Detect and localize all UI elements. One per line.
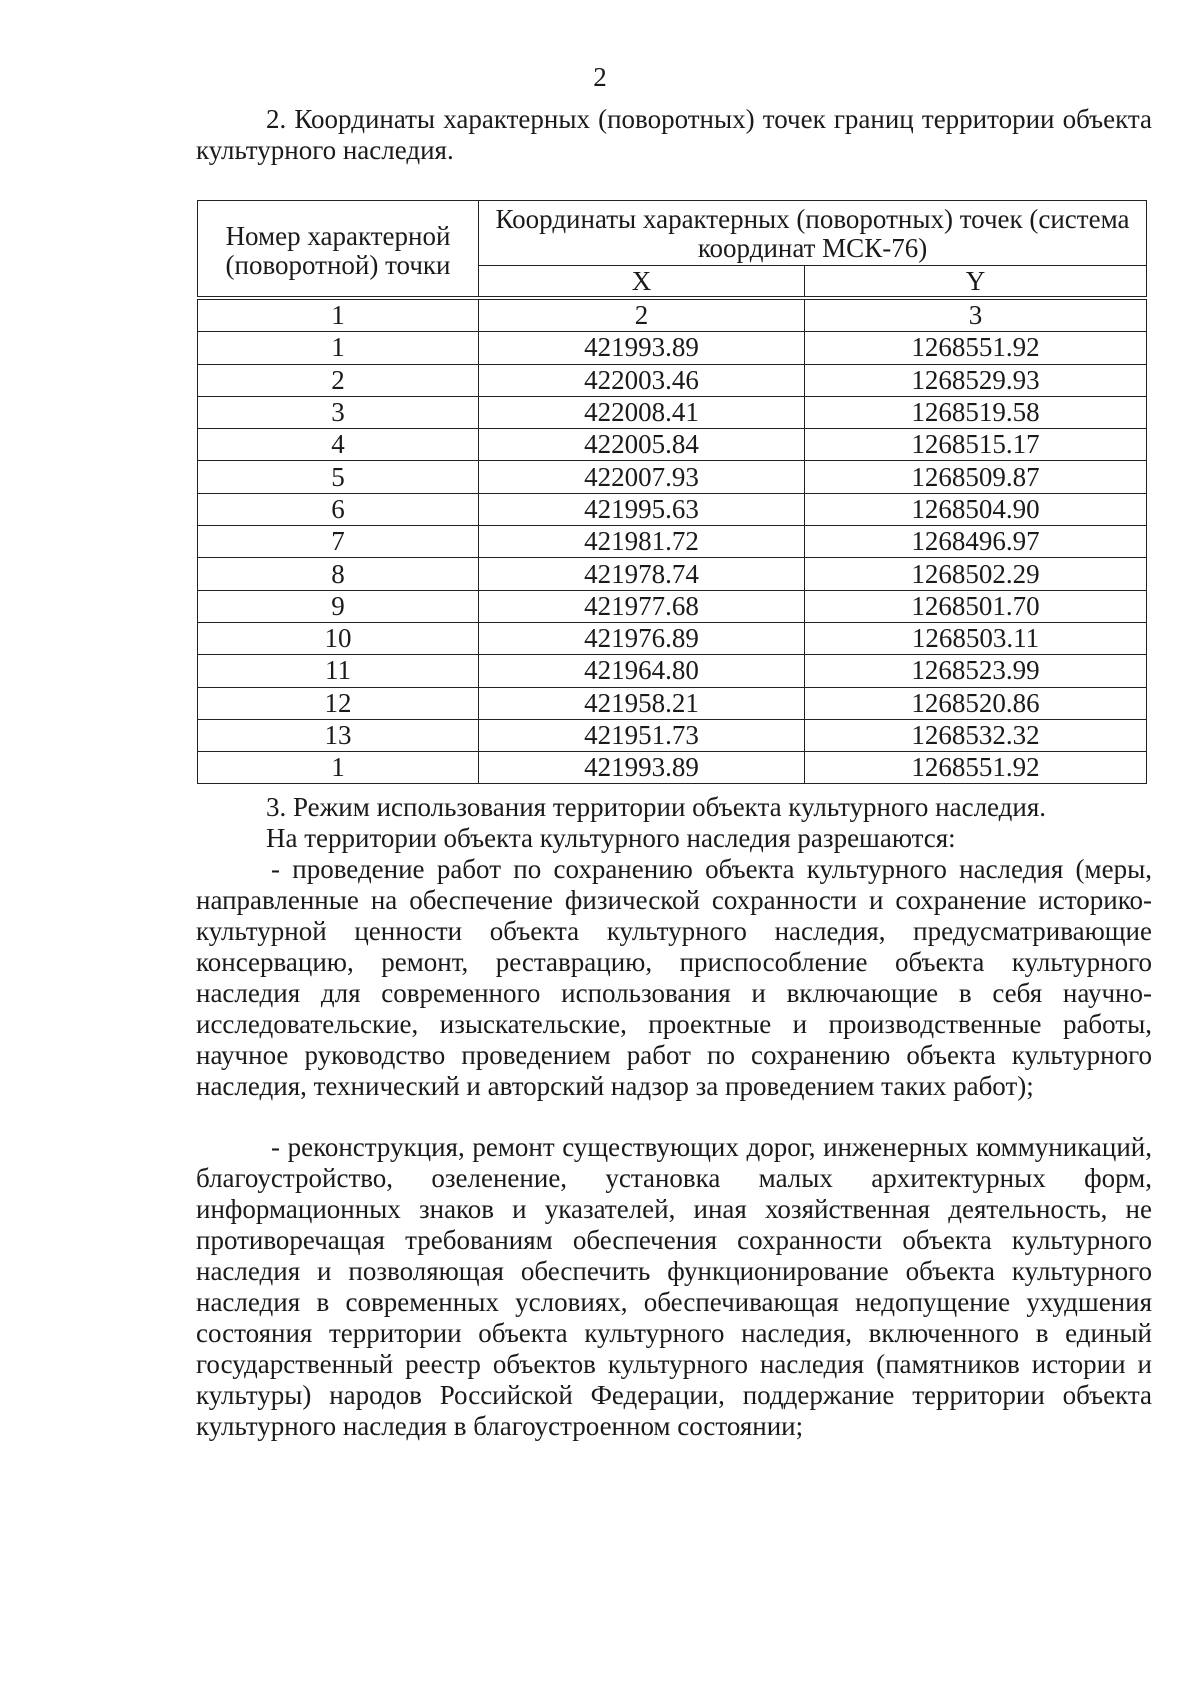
header-coordinates: Координаты характерных (поворотных) точек (система координат МСК-76)	[479, 201, 1147, 266]
header-x: X	[479, 266, 805, 299]
x-coordinate-cell: 421964.80	[479, 655, 805, 687]
point-number-cell: 5	[198, 461, 479, 493]
y-coordinate-cell: 1268496.97	[805, 526, 1147, 558]
table-row	[198, 526, 1147, 558]
y-coordinate-cell: 1268501.70	[805, 590, 1147, 622]
point-number-cell: 8	[198, 558, 479, 590]
point-number-cell: 11	[198, 655, 479, 687]
point-number-cell: 13	[198, 719, 479, 751]
table-row	[198, 461, 1147, 493]
x-coordinate-cell: 422007.93	[479, 461, 805, 493]
table-row	[198, 719, 1147, 751]
y-coordinate-cell: 1268519.58	[805, 396, 1147, 428]
point-number-cell: 3	[198, 396, 479, 428]
section-3-heading: 3. Режим использования территории объекта культурного наследия.	[266, 792, 1047, 822]
y-coordinate-cell: 1268502.29	[805, 558, 1147, 590]
point-number-cell: 12	[198, 687, 479, 719]
table-row	[198, 622, 1147, 654]
section-3-intro: На территории объекта культурного наследия разрешаются:	[266, 823, 956, 853]
y-coordinate-cell: 1268529.93	[805, 364, 1147, 396]
numbering-cell: 2	[479, 298, 805, 332]
point-number-cell: 10	[198, 622, 479, 654]
table-row	[198, 590, 1147, 622]
permitted-item-2: - реконструкция, ремонт существующих дорог, инженерных коммуникаций, благоустройство, озеленение, установка малых архитектурных форм, информационных знаков и указателей, иная хозяйственная деятельность, не противоречащая требованиям обеспечения сохранности объекта культурного наследия и позволяющая обеспечить функционирование объекта культурного наследия в современных условиях, обеспечивающая недопущение ухудшения состояния территории объекта культурного наследия, включенного в единый государственный реестр объектов культурного наследия (памятников истории и культуры) народов Российской Федерации, поддержание территории объекта культурного наследия в благоустроенном состоянии;	[196, 1132, 1152, 1441]
table-row	[198, 655, 1147, 687]
numbering-cell: 1	[198, 298, 479, 332]
table-row	[198, 396, 1147, 428]
x-coordinate-cell: 422008.41	[479, 396, 805, 428]
section-2-heading: 2. Координаты характерных (поворотных) точек границ территории объекта культурного наследия.	[196, 104, 1152, 165]
x-coordinate-cell: 421995.63	[479, 493, 805, 525]
x-coordinate-cell: 421978.74	[479, 558, 805, 590]
point-number-cell: 1	[198, 752, 479, 784]
table-row	[198, 752, 1147, 784]
coordinates-table-body	[198, 298, 1147, 784]
table-row	[198, 332, 1147, 364]
y-coordinate-cell: 1268551.92	[805, 332, 1147, 364]
x-coordinate-cell: 421981.72	[479, 526, 805, 558]
y-coordinate-cell: 1268509.87	[805, 461, 1147, 493]
x-coordinate-cell: 422005.84	[479, 429, 805, 461]
point-number-cell: 6	[198, 493, 479, 525]
x-coordinate-cell: 421976.89	[479, 622, 805, 654]
x-coordinate-cell: 421977.68	[479, 590, 805, 622]
x-coordinate-cell: 421951.73	[479, 719, 805, 751]
y-coordinate-cell: 1268523.99	[805, 655, 1147, 687]
header-point-number: Номер характерной (поворотной) точки	[198, 201, 479, 299]
table-row	[198, 364, 1147, 396]
x-coordinate-cell: 421993.89	[479, 332, 805, 364]
point-number-cell: 1	[198, 332, 479, 364]
point-number-cell: 4	[198, 429, 479, 461]
table-row	[198, 429, 1147, 461]
point-number-cell: 7	[198, 526, 479, 558]
y-coordinate-cell: 1268504.90	[805, 493, 1147, 525]
header-y: Y	[805, 266, 1147, 299]
point-number-cell: 9	[198, 590, 479, 622]
x-coordinate-cell: 422003.46	[479, 364, 805, 396]
table-row	[198, 687, 1147, 719]
y-coordinate-cell: 1268515.17	[805, 429, 1147, 461]
y-coordinate-cell: 1268520.86	[805, 687, 1147, 719]
numbering-cell: 3	[805, 298, 1147, 332]
y-coordinate-cell: 1268551.92	[805, 752, 1147, 784]
table-row	[198, 493, 1147, 525]
page-number: 2	[593, 62, 607, 92]
x-coordinate-cell: 421993.89	[479, 752, 805, 784]
y-coordinate-cell: 1268532.32	[805, 719, 1147, 751]
table-row	[198, 558, 1147, 590]
y-coordinate-cell: 1268503.11	[805, 622, 1147, 654]
numbering-row	[198, 298, 1147, 332]
permitted-item-1: - проведение работ по сохранению объекта культурного наследия (меры, направленные на обеспечение физической сохранности и сохранение историко-культурной ценности объекта культурного наследия, предусматривающие консервацию, ремонт, реставрацию, приспособление объекта культурного наследия для современного использования и включающие в себя научно-исследовательские, изыскательские, проектные и производственные работы, научное руководство проведением работ по сохранению объекта культурного наследия, технический и авторский надзор за проведением таких работ);	[196, 854, 1152, 1101]
point-number-cell: 2	[198, 364, 479, 396]
x-coordinate-cell: 421958.21	[479, 687, 805, 719]
coordinates-table	[197, 200, 1147, 784]
